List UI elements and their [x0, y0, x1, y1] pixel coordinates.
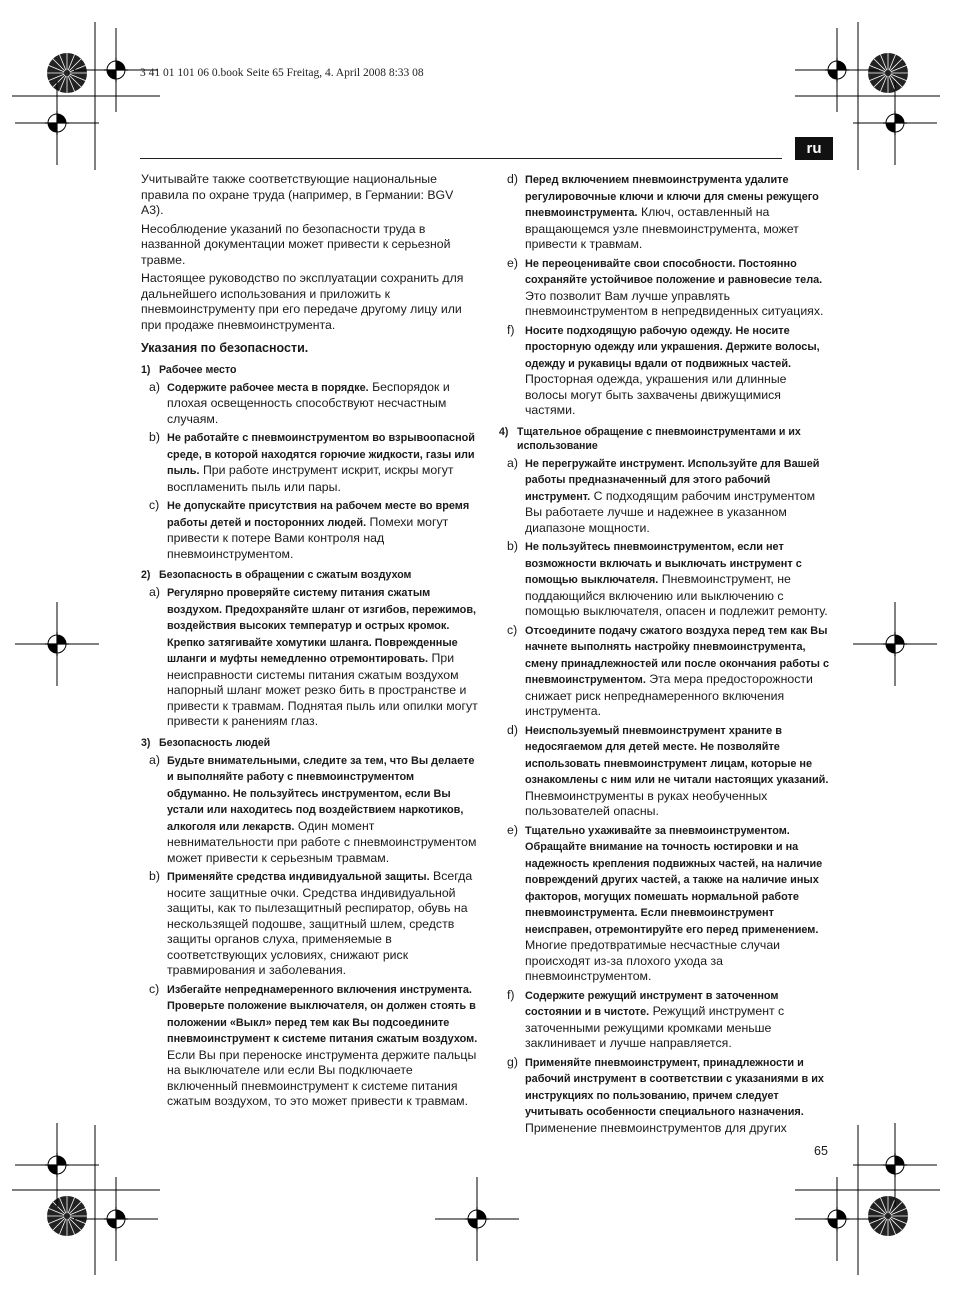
list-item: a) Содержите рабочее места в порядке. Беспорядок и плохая освещенность способствуют несчастным случаям. — [149, 379, 450, 426]
list-item: f) Носите подходящую рабочую одежду. Не носите просторную одежду или украшения. Держите волосы, одежду и рукавицы вдали от подвижных частей. Просторная одежда, украшения или длинные волосы могут быть захвачены движущимися частями. — [507, 322, 820, 417]
list-item: b) Не пользуйтесь пневмоинструментом, если нет возможности включать и выключать инструмент с помощью выключателя. Пневмоинструмент, не поддающийся включению или выключению с помощью выключателя, опасен и подлежит ремонту. — [507, 539, 828, 618]
list-item: c) Отсоедините подачу сжатого воздуха перед тем как Вы начнете выполнять настройку пневмоинструмента, смену принадлежностей или после окончания работы с пневмоинструментом. Эта мера предосторожности снижает риск непреднамеренного включения инструмента. — [507, 622, 830, 718]
list-item: d) Перед включением пневмоинструмента удалите регулировочные ключи и ключи для смены режущего пневмоинструмента. Ключ, оставленный на вращающемся узле пневмоинструмента, может привести к травмам. — [507, 172, 819, 251]
list-item: c) Не допускайте присутствия на рабочем месте во время работы детей и посторонних людей. Помехи могут привести к потере Вами контроля над пневмоинструментом. — [149, 498, 470, 561]
list-item: b) Не работайте с пневмоинструментом во взрывоопасной среде, в которой находятся горючие жидкости, газы или пыль. При работе инструмент искрит, искры могут воспламенить пыль или пары. — [149, 430, 475, 494]
book-header-line: 3 41 01 101 06 0.book Seite 65 Freitag, 4. April 2008 8:33 08 — [140, 67, 424, 79]
list-item: g) Применяйте пневмоинструмент, принадлежности и рабочий инструмент в соответствии с указаниями в их инструкциях по пользованию, причем следует учитывать особенности специального назначения. Применение пневмоинструментов для других — [507, 1054, 824, 1135]
header-rule — [140, 158, 782, 159]
list-item: e) Тщательно ухаживайте за пневмоинструментом. Обращайте внимание на точность юстировки и на надежность крепления подвижных частей, на наличие повреждений других частей, а также на наличие иных факторов, могущих помешать нормальной работе пневмоинструмента. Если пневмоинструмент неисправен, отремонтируйте его перед применением. Многие предотвратимые несчастные случаи происходят из-за плохого ухода за пневмоинструментом. — [507, 822, 823, 983]
intro-paragraph: Настоящее руководство по эксплуатации сохранить для дальнейшего использования и приложить к пневмоинструменту при его передаче другому лицу или при продаже пневмоинструмента. — [141, 271, 464, 332]
list-item: e) Не переоценивайте свои способности. Постоянно сохраняйте устойчивое положение и равновесие тела. Это позволит Вам лучше управлять пневмоинструментом в непредвиденных ситуациях. — [507, 255, 824, 318]
section-title: 4) Тщательное обращение с пневмоинструментами и их использование — [499, 425, 801, 452]
right-column — [499, 172, 831, 1139]
list-item: a) Будьте внимательными, следите за тем, что Вы делаете и выполняйте работу с пневмоинструментом обдуманно. Не пользуйтесь инструментом, если Вы устали или находитесь под воздействием наркотиков, алкоголя или лекарств. Один момент невнимательности при работе с пневмоинструментом может привести к серьезным травмам. — [149, 752, 477, 865]
list-item: b) Применяйте средства индивидуальной защиты. Всегда носите защитные очки. Средства индивидуальной защиты, как то пылезащитный респиратор, обувь на нескользящей подошве, защитный шлем, средств защиты органов слуха, применяемые в соответствующих условиях, снижают риск травмирования и заболевания. — [149, 869, 473, 977]
section-title: 3) Безопасность людей — [141, 736, 271, 749]
list-item: a) Не перегружайте инструмент. Используйте для Вашей работы предназначенный для этого рабочий инструмент. С подходящим рабочим инструментом Вы работаете лучше и надежнее в указанном диапазоне мощности. — [507, 455, 820, 535]
language-tab: ru — [795, 137, 833, 160]
section-title: 1) Рабочее место — [141, 363, 237, 376]
page-number: 65 — [814, 1144, 828, 1158]
list-item: f) Содержите режущий инструмент в заточенном состоянии и в чистоте. Режущий инструмент с заточенными режущими кромками меньше заклинивает и лучше направляется. — [507, 987, 785, 1050]
list-item: c) Избегайте непреднамеренного включения инструмента. Проверьте положение выключателя, он должен стоять в положении «Выкл» перед тем как Вы подсоедините пневмоинструмент к системе питания сжатым воздухом. Если Вы при переноске инструмента держите пальцы на выключателе или если Вы подключаете включенный пневмоинструмент к системе питания сжатым воздухом, то это может привести к травмам. — [149, 981, 478, 1108]
intro-paragraph: Учитывайте также соответствующие национальные правила по охране труда (например, в Германии: BGV A3). — [141, 172, 454, 217]
left-column — [141, 172, 478, 1113]
intro-paragraph: Несоблюдение указаний по безопасности труда в названной документации может привести к серьезной травме. — [141, 221, 451, 267]
list-item: d) Неиспользуемый пневмоинструмент храните в недосягаемом для детей месте. Не позволяйте использовать пневмоинструмент лицам, которые не ознакомлены с ним или не читали настоящих указаний. Пневмоинструменты в руках необученных пользователей опасны. — [507, 722, 829, 818]
list-item: a) Регулярно проверяйте систему питания сжатым воздухом. Предохраняйте шланг от изгибов, пережимов, воздействия высоких температур и острых кромок. Крепко затягивайте хомутики шланга. Поврежденные шланги и муфты немедленно отремонтировать. При неисправности системы питания сжатым воздухом напорный шланг может резко бить в пространстве и привести к травмам. Поднятая пыль или опилки могут привести к ранениям глаз. — [149, 585, 478, 728]
safety-heading: Указания по безопасности. — [141, 341, 309, 355]
section-title: 2) Безопасность в обращении с сжатым воздухом — [141, 569, 412, 581]
